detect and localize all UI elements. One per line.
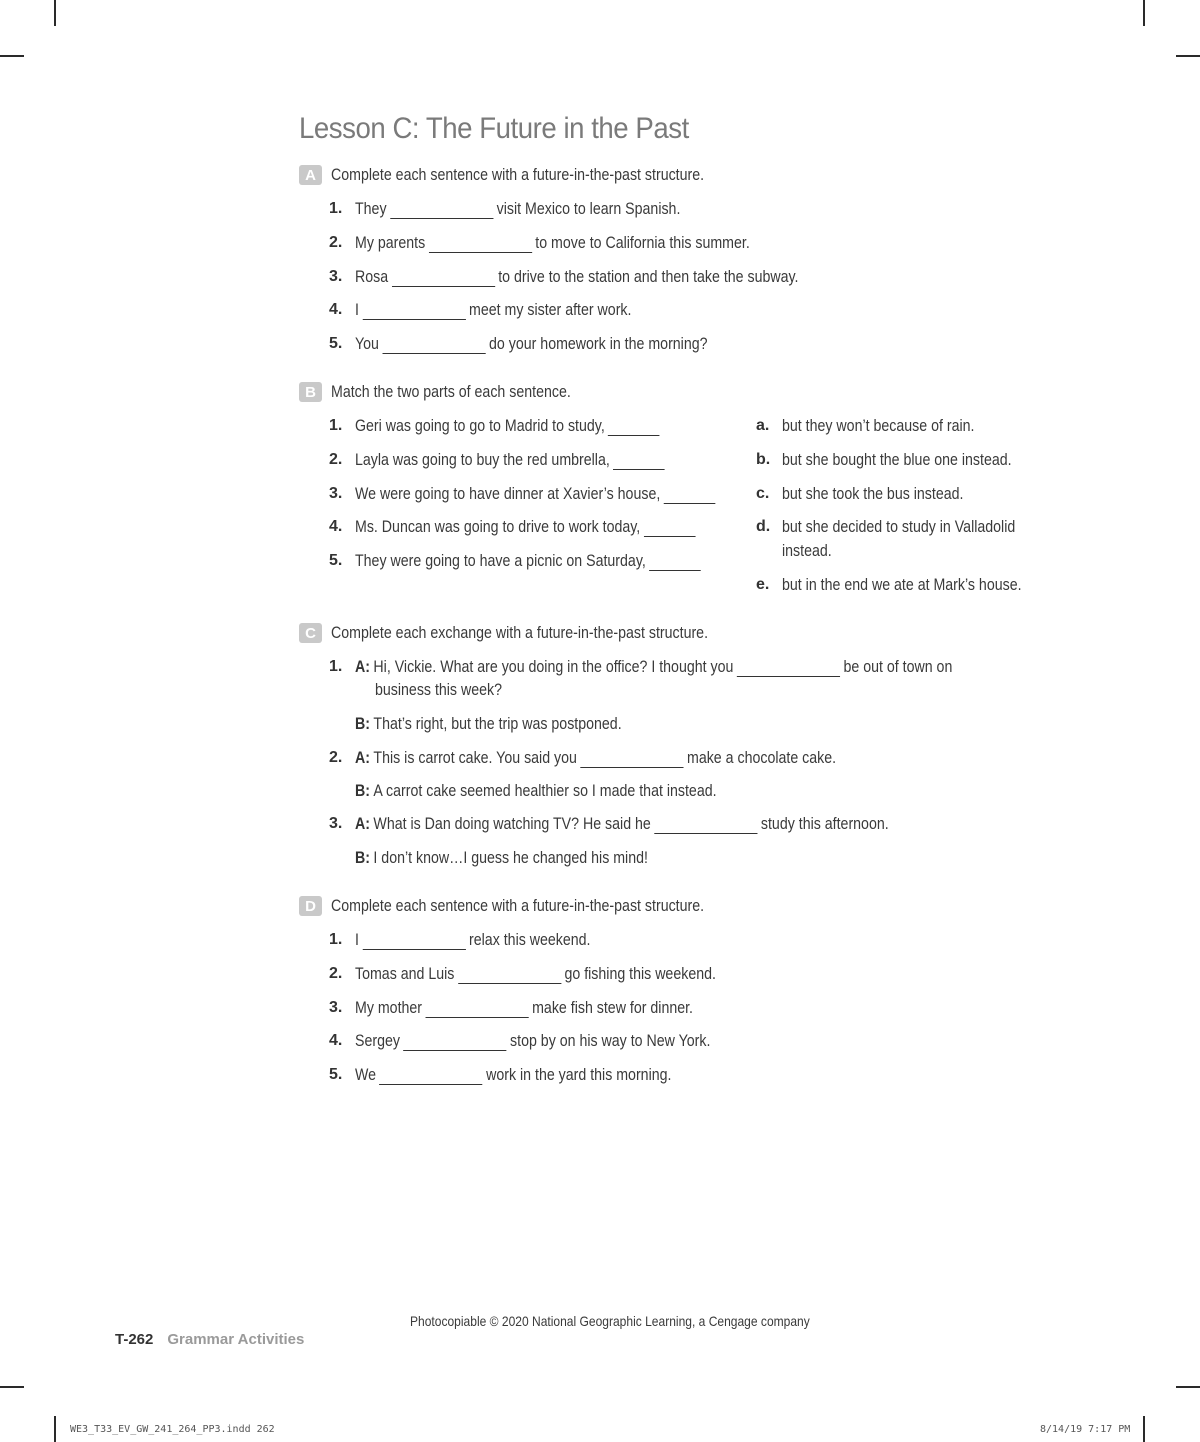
exchange-line-a: 1. A: Hi, Vickie. What are you doing in the office? I thought you be out of town on <box>329 657 953 676</box>
copyright-notice: Photocopiable © 2020 National Geographic Learning, a Cengage company <box>410 1313 810 1329</box>
exchange-line-a: 2. A: This is carrot cake. You said you make a chocolate cake. <box>329 748 837 767</box>
answer-blank[interactable] <box>425 1003 528 1018</box>
list-item: 3. Rosa to drive to the station and then take the subway. <box>329 267 799 286</box>
match-left-item: 4. Ms. Duncan was going to drive to work today, <box>329 516 755 538</box>
exchange-line-b: B: That’s right, but the trip was postponed. <box>355 714 622 733</box>
answer-blank[interactable] <box>390 204 493 219</box>
answer-blank[interactable] <box>649 556 701 571</box>
list-item: 2. Tomas and Luis go fishing this weekend. <box>329 964 716 983</box>
section-badge: B <box>299 382 322 402</box>
match-left-item: 3. We were going to have dinner at Xavier’s house, <box>329 483 778 505</box>
list-item: 4. I meet my sister after work. <box>329 300 632 319</box>
exchange-line-a-continuation: business this week? <box>375 680 502 699</box>
section-b-header <box>299 381 610 403</box>
exchange-line-b: B: I don’t know…I guess he changed his mind! <box>355 848 648 867</box>
match-right-item: a. but they won’t because of rain. <box>756 416 975 435</box>
section-badge: C <box>299 623 322 643</box>
list-item: 3. My mother make fish stew for dinner. <box>329 998 694 1017</box>
answer-blank[interactable] <box>429 238 532 253</box>
list-item: 2. My parents to move to California this summer. <box>329 233 750 252</box>
match-right-item: b. but she bought the blue one instead. <box>756 450 1012 469</box>
match-left-item: 1. Geri was going to go to Madrid to study, <box>329 415 713 437</box>
exchange-line-a: 3. A: What is Dan doing watching TV? He said he study this afternoon. <box>329 814 889 833</box>
print-slug-date: 8/14/19 7:17 PM <box>1040 1424 1131 1435</box>
section-c-header <box>299 622 769 644</box>
answer-blank[interactable] <box>737 662 840 677</box>
section-a-header <box>299 164 765 186</box>
list-item: 4. Sergey stop by on his way to New York. <box>329 1031 711 1050</box>
section-instruction: Match the two parts of each sentence. <box>331 382 571 401</box>
crop-mark <box>1143 0 1145 26</box>
section-instruction: Complete each sentence with a future-in-the-past structure. <box>331 165 705 184</box>
section-d-header <box>299 895 765 917</box>
crop-mark <box>54 0 56 26</box>
answer-blank[interactable] <box>644 522 696 537</box>
answer-blank[interactable] <box>580 753 683 768</box>
crop-mark <box>1143 1416 1145 1442</box>
page-footer <box>115 1331 304 1348</box>
print-slug-file: WE3_T33_EV_GW_241_264_PP3.indd 262 <box>70 1424 275 1435</box>
match-right-item: e. but in the end we ate at Mark’s house. <box>756 575 1022 594</box>
answer-blank[interactable] <box>362 305 465 320</box>
match-right-item: d. but she decided to study in Valladolid <box>756 517 1016 536</box>
crop-mark <box>1176 1386 1200 1388</box>
exchange-line-b: B: A carrot cake seemed healthier so I made that instead. <box>355 781 717 800</box>
answer-blank[interactable] <box>403 1036 506 1051</box>
answer-blank[interactable] <box>382 339 485 354</box>
list-item: 5. We work in the yard this morning. <box>329 1065 672 1084</box>
match-right-item-continuation: instead. <box>782 541 832 560</box>
answer-blank[interactable] <box>608 421 660 436</box>
crop-mark <box>0 1386 24 1388</box>
list-item: 5. You do your homework in the morning? <box>329 334 708 353</box>
page-title: Lesson C: The Future in the Past <box>299 112 689 145</box>
section-badge: D <box>299 896 322 916</box>
section-instruction: Complete each sentence with a future-in-the-past structure. <box>331 896 705 915</box>
answer-blank[interactable] <box>362 935 465 950</box>
answer-blank[interactable] <box>664 489 716 504</box>
match-left-item: 2. Layla was going to buy the red umbrella, <box>329 449 719 471</box>
page-number: T-262 <box>115 1331 154 1348</box>
crop-mark <box>0 55 24 57</box>
answer-blank[interactable] <box>458 969 561 984</box>
match-left-item: 5. They were going to have a picnic on Saturday, <box>329 550 761 572</box>
list-item: 1. They visit Mexico to learn Spanish. <box>329 199 681 218</box>
answer-blank[interactable] <box>613 455 665 470</box>
crop-mark <box>54 1416 56 1442</box>
answer-blank[interactable] <box>392 272 495 287</box>
match-right-item: c. but she took the bus instead. <box>756 484 964 503</box>
crop-mark <box>1176 55 1200 57</box>
list-item: 1. I relax this weekend. <box>329 930 591 949</box>
section-badge: A <box>299 165 322 185</box>
answer-blank[interactable] <box>379 1070 482 1085</box>
section-instruction: Complete each exchange with a future-in-the-past structure. <box>331 623 709 642</box>
answer-blank[interactable] <box>654 819 757 834</box>
section-name: Grammar Activities <box>167 1331 305 1348</box>
